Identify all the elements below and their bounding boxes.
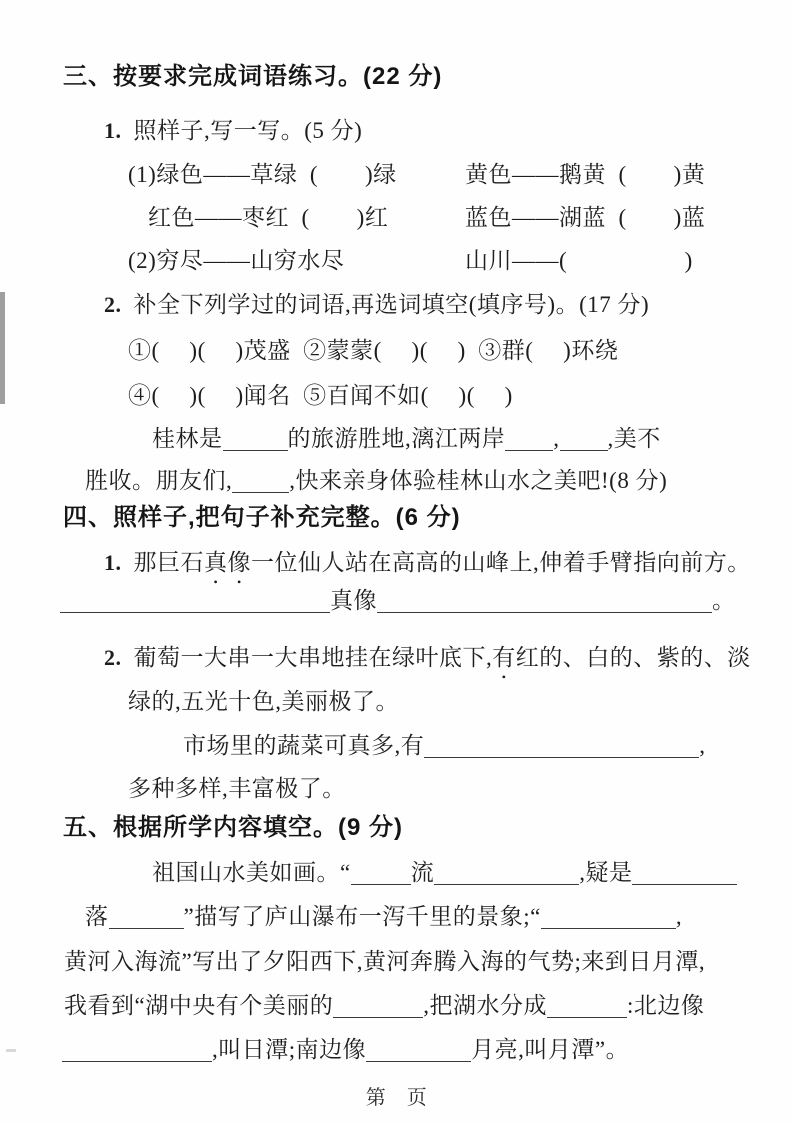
fill-in-blank (366, 1041, 471, 1062)
fill-in-blank (560, 430, 608, 451)
text-segment: 多种多样,丰富极了。 (128, 776, 346, 801)
scan-artifact-speck (6, 1049, 16, 1052)
fill-in-blank (351, 864, 411, 885)
text-segment: 。 (712, 588, 736, 613)
fill-in-paragraph-line-1 (152, 858, 737, 888)
fill-in-paragraph-line-4 (64, 991, 704, 1021)
text-segment: 四、照样子,把句子补充完整。(6 分) (63, 504, 461, 531)
text-segment: , (553, 426, 560, 451)
text-segment: 胜收。朋友们, (85, 468, 233, 493)
fill-in-blank (377, 592, 712, 613)
fill-in-blank (505, 430, 553, 451)
text-segment: ,快来亲身体验桂林山水之美吧!(8 分) (289, 468, 668, 493)
text-segment: 的旅游胜地,漓江两岸 (287, 426, 506, 451)
text-segment: 真像 (330, 588, 377, 613)
text-segment: 那巨石 (133, 550, 204, 575)
word-completion-row-2 (128, 381, 513, 411)
text-segment: (1)绿色——草绿 ( )绿 (128, 162, 397, 187)
word-completion-row-1 (128, 336, 618, 366)
guilin-sentence-line-2 (85, 466, 667, 496)
fill-in-blank (223, 430, 288, 451)
section-4-heading (63, 503, 461, 533)
text-segment: 五、根据所学内容填空。(9 分) (63, 814, 403, 841)
item-4-2-example-line-2 (128, 687, 399, 717)
fill-in-blank (434, 864, 579, 885)
item-3-1-prompt (104, 116, 362, 146)
scan-artifact-bar (0, 292, 5, 404)
fill-in-blank (541, 908, 676, 929)
emphasized-text: 有 (492, 645, 516, 670)
page-footer: 第 页 (365, 1087, 428, 1109)
color-word-row-2 (148, 203, 706, 233)
text-segment: 桂林是 (152, 426, 223, 451)
item-4-1-example (104, 548, 751, 589)
fill-in-blank (109, 908, 184, 929)
item-3-2-prompt (104, 290, 649, 320)
section-5-heading (63, 813, 403, 843)
item-4-2-example-line-1 (104, 643, 751, 684)
item-number: 1. (104, 118, 122, 143)
text-segment: 葡萄一大串一大串地挂在绿叶底下, (133, 645, 493, 670)
text-segment: , (699, 733, 706, 758)
text-segment: 山川——( ) (465, 248, 693, 273)
text-segment: ,把湖水分成 (423, 993, 547, 1018)
fill-in-blank (333, 997, 423, 1018)
item-4-1-answer-line (60, 586, 736, 616)
guilin-sentence-line-1 (152, 424, 661, 454)
text-segment: 市场里的蔬菜可真多,有 (183, 733, 425, 758)
text-segment: 流 (410, 860, 435, 885)
text-segment: 三、按要求完成词语练习。(22 分) (63, 63, 443, 90)
text-segment: 我看到“湖中央有个美丽的 (64, 993, 334, 1018)
item-4-2-answer-line-1 (183, 731, 706, 761)
fill-in-blank (547, 997, 627, 1018)
item-number: 2. (104, 292, 122, 317)
text-segment: ”描写了庐山瀑布一泻千里的景象;“ (183, 904, 541, 929)
section-3-heading (63, 62, 442, 92)
text-segment: (2)穷尽——山穷水尽 (128, 248, 345, 273)
text-segment: 红的、白的、紫的、淡 (515, 645, 751, 670)
text-segment: ①( )( )茂盛 ②蒙蒙( )( ) ③群( )环绕 (128, 338, 619, 363)
emphasized-text: 真像 (204, 550, 251, 575)
text-segment: ,疑是 (579, 860, 633, 885)
text-segment: :北边像 (626, 993, 705, 1018)
item-number: 2. (104, 645, 122, 670)
text-segment: ④( )( )闻名 ⑤百闻不如( )( ) (128, 383, 513, 408)
text-segment: 蓝色——湖蓝 ( )蓝 (465, 205, 706, 230)
text-segment: ,美不 (607, 426, 661, 451)
text-segment: 月亮,叫月潭”。 (471, 1037, 630, 1062)
text-segment: 黄河入海流”写出了夕阳西下,黄河奔腾入海的气势;来到日月潭, (64, 949, 706, 974)
fill-in-paragraph-line-5 (62, 1035, 629, 1065)
fill-in-blank (232, 472, 289, 493)
fill-in-blank (62, 1041, 212, 1062)
fill-in-paragraph-line-2 (85, 902, 682, 932)
text-segment: ,叫日潭;南边像 (212, 1037, 367, 1062)
text-segment: 落 (85, 904, 109, 929)
text-segment: 红色——枣红 ( )红 (148, 205, 389, 230)
fill-in-paragraph-line-3 (64, 947, 705, 977)
item-number: 1. (104, 550, 122, 575)
word-extension-row (128, 246, 693, 276)
text-segment: , (675, 904, 683, 929)
text-segment: 一位仙人站在高高的山峰上,伸着手臂指向前方。 (251, 550, 751, 575)
text-segment: 补全下列学过的词语,再选词填空(填序号)。(17 分) (133, 292, 650, 317)
text-segment: 黄色——鹅黄 ( )黄 (465, 162, 706, 187)
text-segment: 绿的,五光十色,美丽极了。 (128, 689, 399, 714)
text-segment: 祖国山水美如画。“ (152, 860, 351, 885)
fill-in-blank (632, 864, 737, 885)
item-4-2-answer-line-2 (128, 774, 346, 804)
fill-in-blank (424, 737, 699, 758)
fill-in-blank (60, 592, 330, 613)
color-word-row-1 (128, 160, 706, 190)
text-segment: 照样子,写一写。(5 分) (133, 118, 363, 143)
